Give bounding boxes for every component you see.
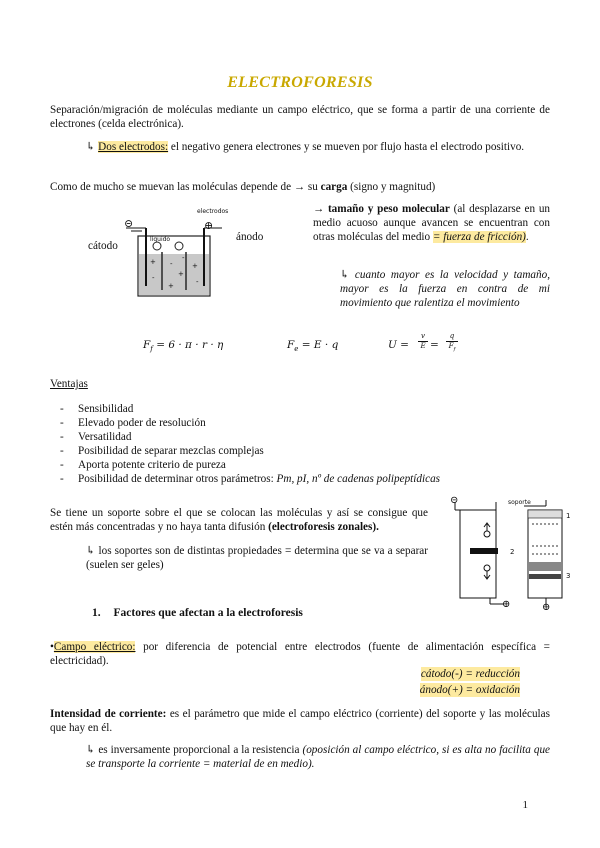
size-arrow: → bbox=[313, 203, 328, 215]
intensidad-paragraph bbox=[50, 707, 550, 735]
anode-plus-icon: ⊕ bbox=[204, 220, 214, 232]
formula-f3-num1: v bbox=[418, 332, 428, 342]
list-item bbox=[60, 444, 540, 458]
formula-f1-rest: = 6 · π · r · η bbox=[152, 339, 224, 351]
positive-electrode-icon: ⊕ bbox=[502, 599, 511, 610]
intensidad-note bbox=[86, 743, 550, 771]
movement-prefix: Como de mucho se muevan las moléculas depende de → su bbox=[50, 181, 321, 193]
electrophoresis-cell-drawing bbox=[86, 206, 286, 306]
list-item-text: Versatilidad bbox=[78, 431, 132, 443]
formula-f3-den2-symbol: F bbox=[448, 342, 454, 350]
bullet-icon: • bbox=[50, 641, 54, 653]
friction-highlight: = fuerza de fricción) bbox=[432, 231, 526, 243]
list-item bbox=[60, 472, 540, 486]
list-item bbox=[60, 402, 540, 416]
label-catodo: cátodo bbox=[88, 240, 118, 252]
svg-text:+: + bbox=[178, 270, 184, 278]
positive-electrode-icon-2: ⊕ bbox=[542, 602, 551, 613]
label-1: 1 bbox=[566, 512, 571, 520]
support-paragraph bbox=[50, 506, 428, 534]
movement-bold: carga bbox=[320, 181, 348, 193]
dash-icon: - bbox=[60, 403, 64, 415]
size-bold: tamaño y peso molecular bbox=[327, 203, 450, 215]
label-soporte: soporte bbox=[508, 499, 531, 506]
formula-friction bbox=[143, 338, 223, 356]
movement-paragraph bbox=[50, 180, 550, 194]
formula-f3-lhs: U = bbox=[388, 339, 409, 351]
svg-text:-: - bbox=[170, 260, 173, 268]
anodo-oxidacion: ánodo(+) = oxidación bbox=[419, 684, 520, 696]
arrow-icon: ↳ bbox=[86, 545, 96, 557]
list-item-text: Sensibilidad bbox=[78, 403, 134, 415]
dash-icon: - bbox=[60, 473, 64, 485]
catodo-reduccion: cátodo(-) = reducción bbox=[420, 668, 520, 680]
support-bold: (electroforesis zonales). bbox=[268, 521, 379, 533]
dash-icon: - bbox=[60, 459, 64, 471]
list-item-text: Posibilidad de separar mezclas complejas bbox=[78, 445, 264, 457]
label-2: 2 bbox=[510, 548, 515, 556]
size-note bbox=[340, 268, 550, 310]
page-number: 1 bbox=[522, 799, 528, 811]
label-liquido: líquido bbox=[150, 236, 171, 243]
electrodes-note bbox=[86, 140, 550, 154]
svg-text:+: + bbox=[168, 282, 174, 290]
formula-f1-sub: f bbox=[150, 345, 153, 354]
intensidad-text: es el parámetro que mide el campo eléctrico (corriente) del soporte y las moléculas que hay en él. bbox=[50, 708, 550, 734]
formula-f2-symbol: F bbox=[287, 339, 295, 351]
formula-f3-den2-sub: f bbox=[453, 346, 456, 353]
list-item-text: Elevado poder de resolución bbox=[78, 417, 206, 429]
electrodes-text: el negativo genera electrones y se mueven por flujo hasta el electrodo positivo. bbox=[168, 141, 525, 153]
section-number: 1. bbox=[92, 607, 101, 619]
label-anodo: ánodo bbox=[236, 231, 264, 243]
intensidad-note-text: es inversamente proporcional a la resistencia bbox=[95, 744, 303, 756]
formula-f3-den1: E bbox=[420, 342, 426, 350]
list-item-text: Aporta potente criterio de pureza bbox=[78, 459, 226, 471]
formula-f3-eq: = bbox=[430, 339, 439, 351]
page-title: ELECTROFORESIS bbox=[227, 74, 373, 91]
list-item bbox=[60, 458, 540, 472]
campo-text: por diferencia de potencial entre electrodos (fuente de alimentación específica = electricidad). bbox=[50, 641, 550, 667]
campo-highlight: Campo eléctrico: bbox=[53, 641, 136, 653]
dash-icon: - bbox=[60, 417, 64, 429]
movement-suffix: (signo y magnitud) bbox=[347, 181, 436, 193]
ventajas-list bbox=[60, 402, 540, 486]
electrophoresis-cell-figure bbox=[86, 206, 286, 306]
arrow-icon: ↳ bbox=[86, 744, 96, 756]
electrodes-highlight: Dos electrodos: bbox=[98, 141, 169, 153]
ventajas-heading: Ventajas bbox=[50, 378, 88, 390]
arrow-icon: ↳ bbox=[86, 141, 96, 153]
formula-f1-symbol: F bbox=[143, 339, 151, 351]
section-heading bbox=[92, 606, 303, 620]
dash-icon: - bbox=[60, 431, 64, 443]
list-item-text: Posibilidad de determinar otros parámetros: bbox=[78, 473, 277, 485]
svg-text:-: - bbox=[152, 274, 155, 282]
intensidad-bold: Intensidad de corriente: bbox=[50, 708, 167, 720]
formula-f3-num2: q bbox=[446, 332, 458, 342]
section-title: Factores que afectan a la electroforesis bbox=[113, 607, 303, 619]
negative-electrode-icon: ⊝ bbox=[450, 495, 459, 506]
arrow-icon: ↳ bbox=[340, 269, 350, 281]
formula-electric-force bbox=[287, 338, 338, 356]
intensidad-note-italic: (oposición al campo eléctrico, si es alta no facilita que se transporte la corriente = material de en medio). bbox=[86, 744, 551, 770]
dash-icon: - bbox=[60, 445, 64, 457]
label-3: 3 bbox=[566, 572, 571, 580]
svg-text:-: - bbox=[196, 278, 199, 286]
size-note-text: cuanto mayor es la velocidad y tamaño, mayor es la fuerza en contra de mi movimiento que ralentiza el movimiento bbox=[340, 269, 550, 309]
support-text: Se tiene un soporte sobre el que se colocan las moléculas y así se consigue que estén más concentradas y no haya tanta difusión bbox=[50, 507, 428, 533]
intro-paragraph: Separación/migración de moléculas mediante un campo eléctrico, que se forma a partir de una corriente de electrones (celda electrónica). bbox=[50, 104, 550, 130]
svg-text:-: - bbox=[182, 254, 185, 262]
formula-f2-rest: = E · q bbox=[298, 339, 339, 351]
label-electrodos: electrodos bbox=[197, 208, 229, 215]
campo-paragraph bbox=[50, 640, 550, 668]
list-item bbox=[60, 416, 540, 430]
size-end: . bbox=[525, 231, 529, 243]
gel-electrophoresis-figure bbox=[446, 490, 576, 614]
svg-text:+: + bbox=[150, 258, 156, 266]
size-paragraph bbox=[313, 202, 550, 244]
list-item-italic: Pm, pI, nº de cadenas polipeptídicas bbox=[276, 473, 441, 485]
formula-f2-sub: e bbox=[294, 345, 299, 354]
size-text: (al desplazarse en un medio acuoso aunque avancen se encuentran con otras moléculas del medio bbox=[313, 203, 551, 243]
support-note-text: los soportes son de distintas propiedades = determina que se va a separar (suelen ser geles) bbox=[86, 545, 428, 571]
support-note bbox=[86, 544, 428, 572]
cathode-minus-icon: ⊝ bbox=[124, 218, 134, 230]
svg-text:+: + bbox=[192, 262, 198, 270]
formula-f3-den2 bbox=[446, 342, 458, 354]
list-item bbox=[60, 430, 540, 444]
